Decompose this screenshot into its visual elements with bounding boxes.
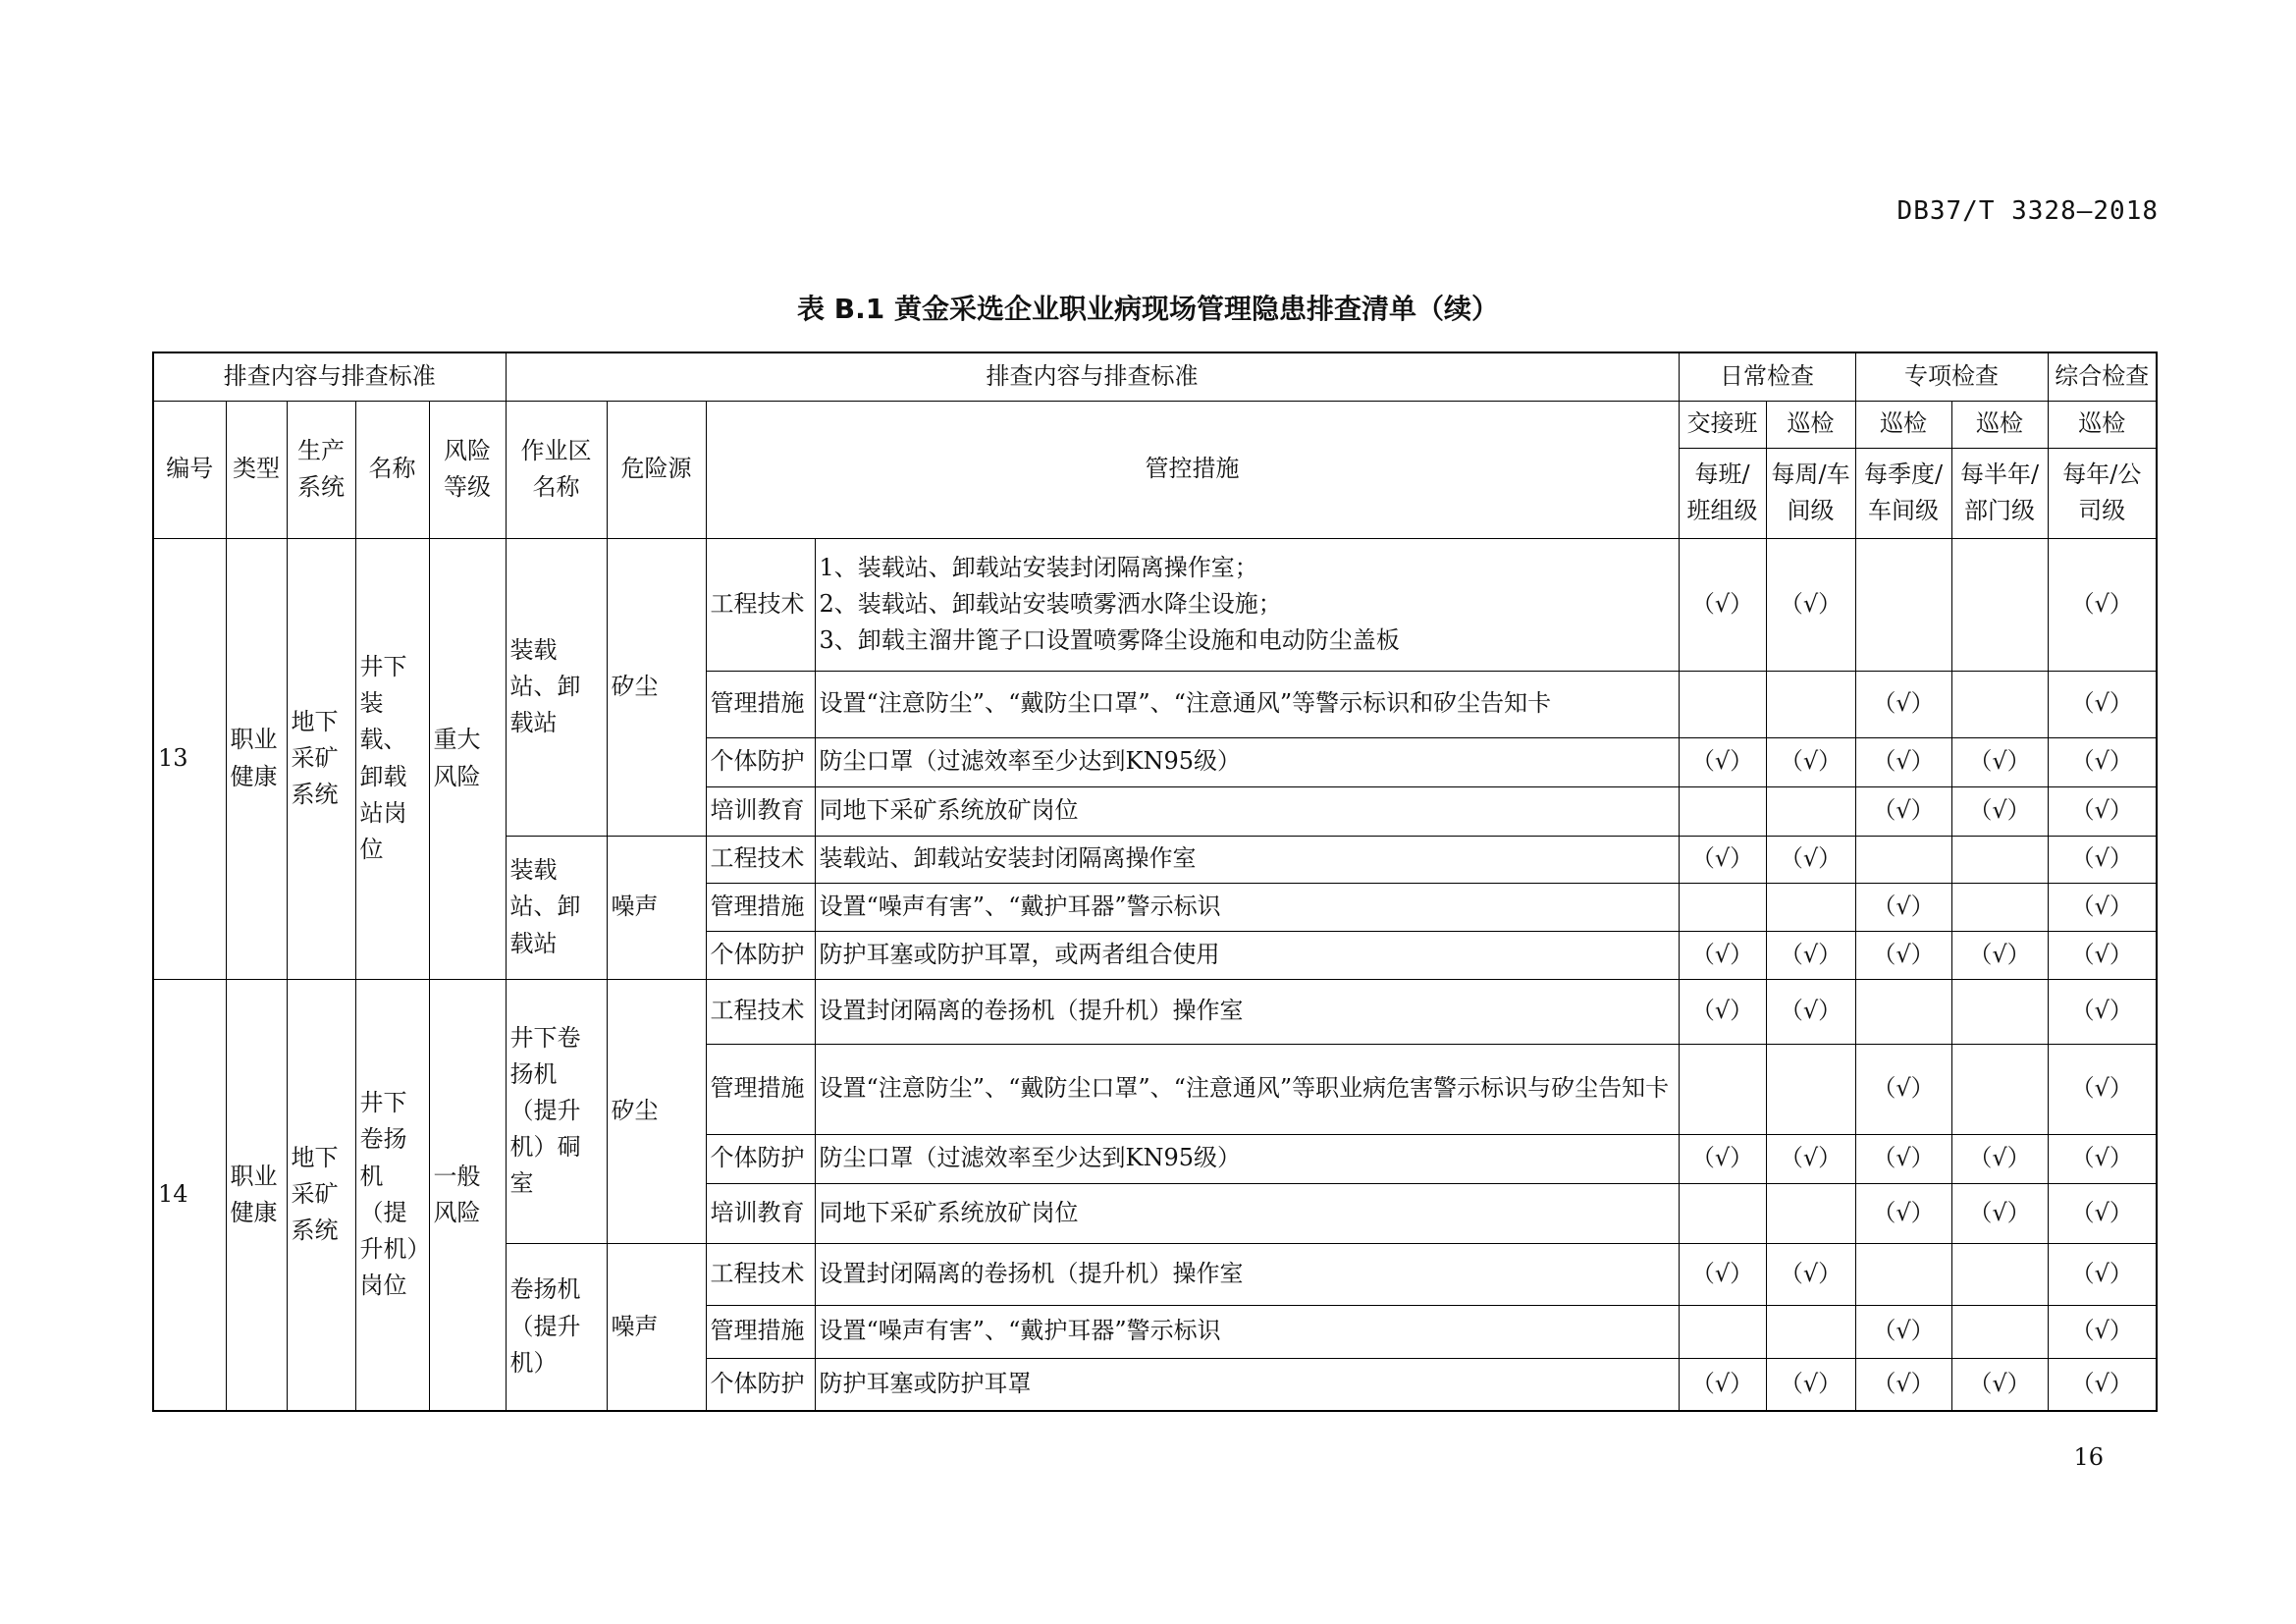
header-group-mid: 排查内容与排查标准 bbox=[506, 352, 1679, 401]
hazard-source: 矽尘 bbox=[607, 538, 706, 836]
empty-cell bbox=[1679, 1183, 1766, 1243]
empty-cell bbox=[1679, 1044, 1766, 1134]
empty-cell bbox=[1766, 1183, 1855, 1243]
hazard-source: 矽尘 bbox=[607, 979, 706, 1243]
empty-cell bbox=[1951, 1243, 2048, 1305]
check-mark: （√） bbox=[1855, 737, 1951, 786]
work-area: 井下卷扬机（提升机）硐室 bbox=[506, 979, 607, 1243]
measure-category: 管理措施 bbox=[706, 1044, 815, 1134]
row-type: 职业健康 bbox=[226, 979, 287, 1411]
row-risk: 一般风险 bbox=[429, 979, 506, 1411]
measure-category: 个体防护 bbox=[706, 1358, 815, 1411]
check-mark: （√） bbox=[1855, 883, 1951, 931]
empty-cell bbox=[1679, 671, 1766, 737]
check-mark: （√） bbox=[2048, 1243, 2157, 1305]
empty-cell bbox=[1855, 1243, 1951, 1305]
check-mark: （√） bbox=[1679, 1243, 1766, 1305]
measure-text: 防尘口罩（过滤效率至少达到KN95级） bbox=[815, 737, 1679, 786]
check-mark: （√） bbox=[2048, 979, 2157, 1044]
page-number: 16 bbox=[2073, 1443, 2104, 1471]
measure-category: 管理措施 bbox=[706, 671, 815, 737]
check-mark: （√） bbox=[1855, 1134, 1951, 1183]
row-type: 职业健康 bbox=[226, 538, 287, 979]
check-mark: （√） bbox=[1766, 931, 1855, 979]
empty-cell bbox=[1766, 671, 1855, 737]
check-mark: （√） bbox=[2048, 1134, 2157, 1183]
measure-text: 同地下采矿系统放矿岗位 bbox=[815, 786, 1679, 836]
measure-category: 个体防护 bbox=[706, 931, 815, 979]
header-patrol: 巡检 bbox=[1766, 401, 1855, 448]
check-mark: （√） bbox=[1679, 1134, 1766, 1183]
empty-cell bbox=[1951, 1044, 2048, 1134]
hazard-source: 噪声 bbox=[607, 836, 706, 979]
empty-cell bbox=[1766, 1044, 1855, 1134]
check-mark: （√） bbox=[1855, 1305, 1951, 1358]
header-comprehensive: 综合检查 bbox=[2048, 352, 2157, 401]
empty-cell bbox=[1951, 883, 2048, 931]
check-mark: （√） bbox=[1855, 671, 1951, 737]
check-mark: （√） bbox=[2048, 836, 2157, 883]
measure-category: 管理措施 bbox=[706, 1305, 815, 1358]
measure-text: 设置“噪声有害”、“戴护耳器”警示标识 bbox=[815, 1305, 1679, 1358]
measure-text: 设置“注意防尘”、“戴防尘口罩”、“注意通风”等警示标识和矽尘告知卡 bbox=[815, 671, 1679, 737]
header-area: 作业区名称 bbox=[506, 401, 607, 538]
measure-text: 防护耳塞或防护耳罩，或两者组合使用 bbox=[815, 931, 1679, 979]
check-mark: （√） bbox=[1951, 1134, 2048, 1183]
check-mark: （√） bbox=[2048, 1183, 2157, 1243]
check-mark: （√） bbox=[1766, 1243, 1855, 1305]
empty-cell bbox=[1855, 836, 1951, 883]
empty-cell bbox=[1855, 538, 1951, 671]
check-mark: （√） bbox=[1951, 931, 2048, 979]
measure-text: 设置“注意防尘”、“戴防尘口罩”、“注意通风”等职业病危害警示标识与矽尘告知卡 bbox=[815, 1044, 1679, 1134]
row-no: 13 bbox=[153, 538, 226, 979]
header-freq: 每年/公司级 bbox=[2048, 448, 2157, 538]
check-mark: （√） bbox=[1951, 737, 2048, 786]
header-patrol: 巡检 bbox=[2048, 401, 2157, 448]
check-mark: （√） bbox=[2048, 737, 2157, 786]
measure-line: 2、装载站、卸载站安装喷雾洒水降尘设施； bbox=[819, 589, 1282, 618]
measure-category: 管理措施 bbox=[706, 883, 815, 931]
measure-category: 工程技术 bbox=[706, 1243, 815, 1305]
header-freq: 每班/班组级 bbox=[1679, 448, 1766, 538]
measure-line: 1、装载站、卸载站安装封闭隔离操作室； bbox=[819, 553, 1258, 581]
check-mark: （√） bbox=[1855, 1183, 1951, 1243]
measure-category: 培训教育 bbox=[706, 1183, 815, 1243]
document-code: DB37/T 3328—2018 bbox=[1896, 196, 2159, 226]
header-shift-handover: 交接班 bbox=[1679, 401, 1766, 448]
header-special: 专项检查 bbox=[1855, 352, 2048, 401]
empty-cell bbox=[1951, 836, 2048, 883]
check-mark: （√） bbox=[1951, 786, 2048, 836]
measure-category: 培训教育 bbox=[706, 786, 815, 836]
work-area: 装载站、卸载站 bbox=[506, 836, 607, 979]
measure-text: 防护耳塞或防护耳罩 bbox=[815, 1358, 1679, 1411]
empty-cell bbox=[1766, 883, 1855, 931]
check-mark: （√） bbox=[1855, 786, 1951, 836]
row-name: 井下卷扬机（提升机）岗位 bbox=[355, 979, 429, 1411]
check-mark: （√） bbox=[2048, 931, 2157, 979]
empty-cell bbox=[1679, 786, 1766, 836]
measure-text: 设置封闭隔离的卷扬机（提升机）操作室 bbox=[815, 1243, 1679, 1305]
check-mark: （√） bbox=[2048, 1044, 2157, 1134]
header-patrol: 巡检 bbox=[1855, 401, 1951, 448]
empty-cell bbox=[1951, 979, 2048, 1044]
check-mark: （√） bbox=[1679, 538, 1766, 671]
header-hazard: 危险源 bbox=[607, 401, 706, 538]
check-mark: （√） bbox=[1855, 931, 1951, 979]
header-group-left: 排查内容与排查标准 bbox=[153, 352, 506, 401]
header-system: 生产系统 bbox=[287, 401, 355, 538]
empty-cell bbox=[1679, 1305, 1766, 1358]
measure-text bbox=[815, 538, 1679, 671]
empty-cell bbox=[1951, 538, 2048, 671]
check-mark: （√） bbox=[1766, 538, 1855, 671]
check-mark: （√） bbox=[1766, 836, 1855, 883]
header-name: 名称 bbox=[355, 401, 429, 538]
measure-category: 工程技术 bbox=[706, 836, 815, 883]
check-mark: （√） bbox=[2048, 1358, 2157, 1411]
measure-category: 工程技术 bbox=[706, 538, 815, 671]
check-mark: （√） bbox=[1679, 836, 1766, 883]
row-name: 井下装载、卸载站岗位 bbox=[355, 538, 429, 979]
check-mark: （√） bbox=[1951, 1183, 2048, 1243]
measure-text: 防尘口罩（过滤效率至少达到KN95级） bbox=[815, 1134, 1679, 1183]
measure-line: 3、卸载主溜井篦子口设置喷雾降尘设施和电动防尘盖板 bbox=[819, 626, 1400, 655]
check-mark: （√） bbox=[1951, 1358, 2048, 1411]
measure-category: 个体防护 bbox=[706, 1134, 815, 1183]
check-mark: （√） bbox=[1679, 737, 1766, 786]
row-risk: 重大风险 bbox=[429, 538, 506, 979]
check-mark: （√） bbox=[2048, 538, 2157, 671]
header-measures: 管控措施 bbox=[706, 401, 1679, 538]
check-mark: （√） bbox=[1679, 931, 1766, 979]
check-mark: （√） bbox=[1679, 1358, 1766, 1411]
row-no: 14 bbox=[153, 979, 226, 1411]
empty-cell bbox=[1951, 671, 2048, 737]
row-system: 地下采矿系统 bbox=[287, 538, 355, 979]
check-mark: （√） bbox=[1766, 1134, 1855, 1183]
header-freq: 每季度/车间级 bbox=[1855, 448, 1951, 538]
check-mark: （√） bbox=[1766, 979, 1855, 1044]
header-type: 类型 bbox=[226, 401, 287, 538]
empty-cell bbox=[1766, 786, 1855, 836]
empty-cell bbox=[1766, 1305, 1855, 1358]
hazard-checklist-table bbox=[152, 352, 2158, 1412]
check-mark: （√） bbox=[2048, 883, 2157, 931]
row-system: 地下采矿系统 bbox=[287, 979, 355, 1411]
empty-cell bbox=[1855, 979, 1951, 1044]
measure-text: 设置封闭隔离的卷扬机（提升机）操作室 bbox=[815, 979, 1679, 1044]
check-mark: （√） bbox=[1766, 737, 1855, 786]
check-mark: （√） bbox=[1766, 1358, 1855, 1411]
measure-text: 设置“噪声有害”、“戴护耳器”警示标识 bbox=[815, 883, 1679, 931]
header-risk: 风险等级 bbox=[429, 401, 506, 538]
header-no: 编号 bbox=[153, 401, 226, 538]
check-mark: （√） bbox=[2048, 786, 2157, 836]
check-mark: （√） bbox=[1855, 1044, 1951, 1134]
measure-category: 工程技术 bbox=[706, 979, 815, 1044]
table-caption: 表 B.1 黄金采选企业职业病现场管理隐患排查清单（续） bbox=[797, 293, 1499, 325]
hazard-source: 噪声 bbox=[607, 1243, 706, 1411]
work-area: 装载站、卸载站 bbox=[506, 538, 607, 836]
check-mark: （√） bbox=[1679, 979, 1766, 1044]
work-area: 卷扬机（提升机） bbox=[506, 1243, 607, 1411]
measure-text: 同地下采矿系统放矿岗位 bbox=[815, 1183, 1679, 1243]
header-freq: 每周/车间级 bbox=[1766, 448, 1855, 538]
header-freq: 每半年/部门级 bbox=[1951, 448, 2048, 538]
measure-text: 装载站、卸载站安装封闭隔离操作室 bbox=[815, 836, 1679, 883]
measure-category: 个体防护 bbox=[706, 737, 815, 786]
empty-cell bbox=[1951, 1305, 2048, 1358]
empty-cell bbox=[1679, 883, 1766, 931]
header-daily: 日常检查 bbox=[1679, 352, 1855, 401]
check-mark: （√） bbox=[2048, 1305, 2157, 1358]
header-patrol: 巡检 bbox=[1951, 401, 2048, 448]
check-mark: （√） bbox=[2048, 671, 2157, 737]
check-mark: （√） bbox=[1855, 1358, 1951, 1411]
